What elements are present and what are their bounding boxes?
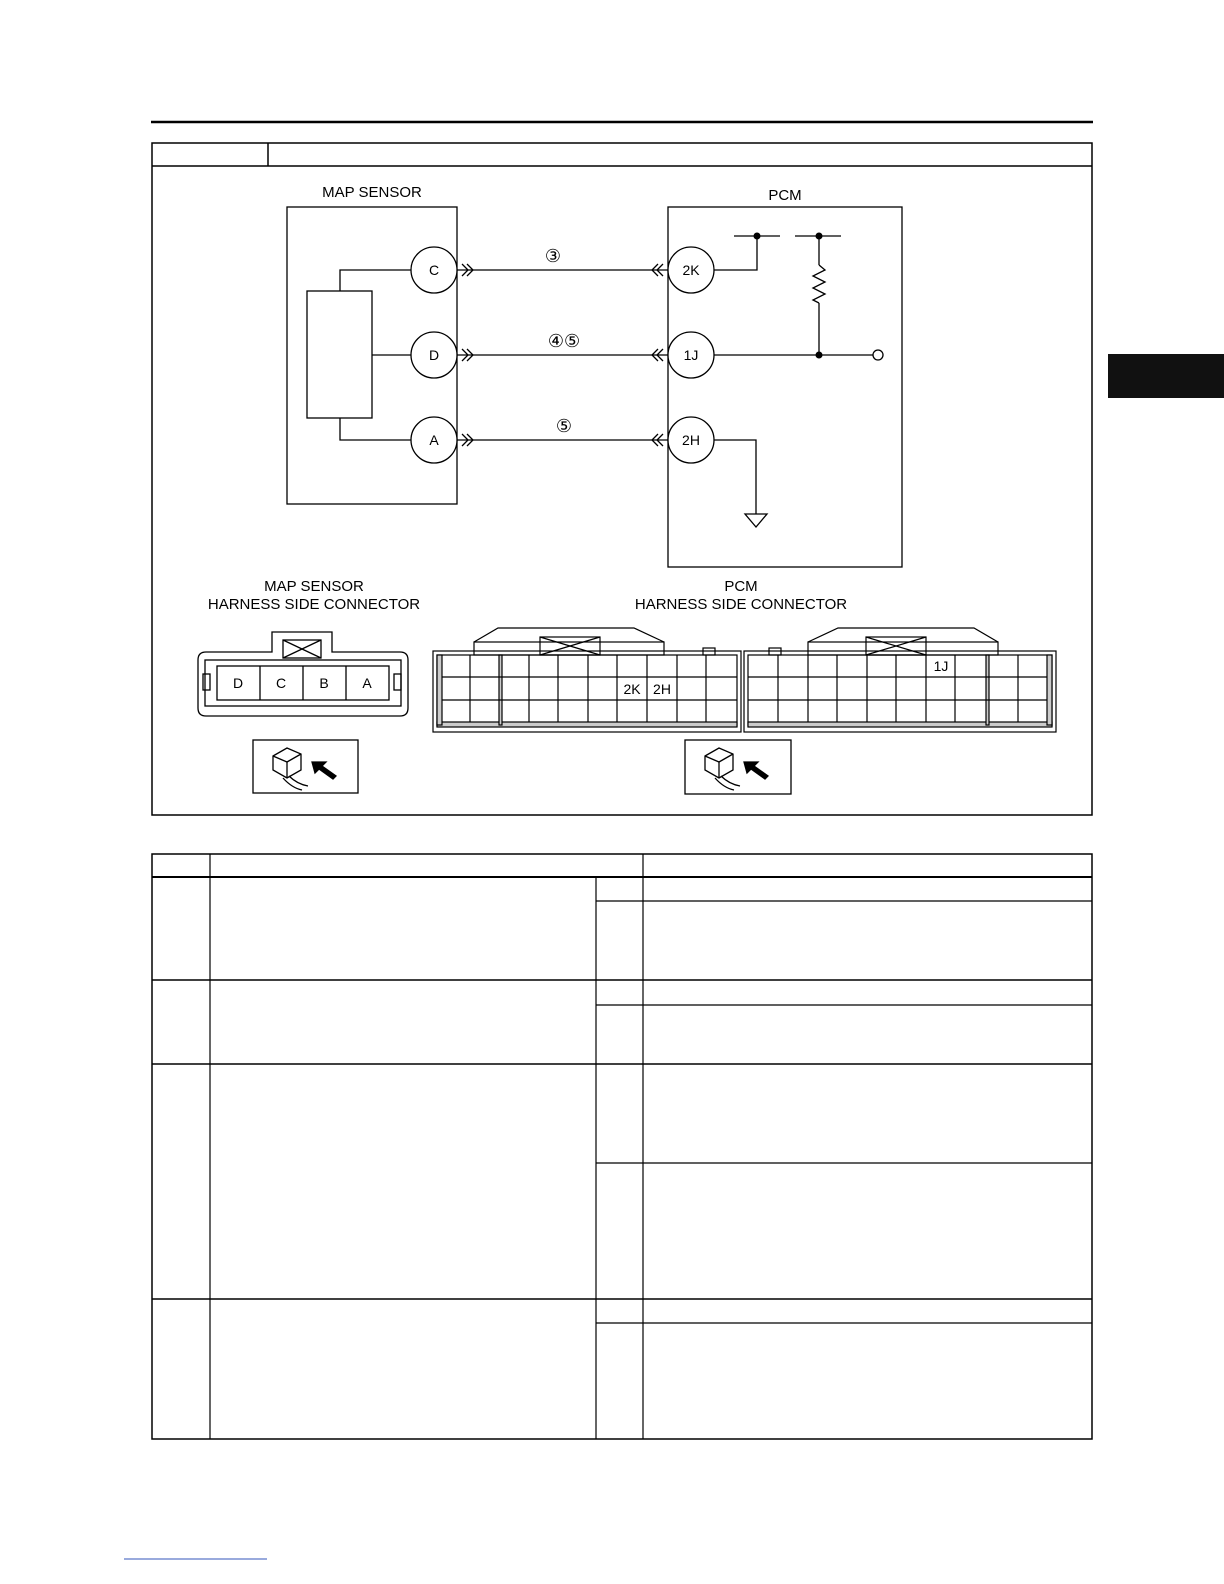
terminal-d-label: D [428,347,440,363]
pull-up-resistor [813,265,825,303]
pcm-cavity-2k: 2K [623,681,641,697]
pcm-connector-title-2: HARNESS SIDE CONNECTOR [634,596,848,613]
view-direction-icon [685,740,791,794]
map-cavity-b: B [319,675,329,691]
wire-d-step-mark: ④⑤ [547,331,581,351]
terminal-2h-label: 2H [682,432,700,448]
map-connector-title-1: MAP SENSOR [264,578,364,595]
junction-dots [754,233,823,359]
map-cavity-c: C [275,675,287,691]
wiring-diagram [287,207,902,567]
terminal-1j-label: 1J [683,347,699,363]
pcm-title: PCM [768,187,802,204]
wire-c-step-mark: ③ [544,246,562,266]
map-harness-connector [198,632,408,716]
map-cavity-a: A [362,675,372,691]
map-cavity-d: D [232,675,244,691]
map-sensor-title: MAP SENSOR [322,184,422,201]
pcm-harness-connector [433,628,1056,732]
ground-symbol [745,514,767,527]
map-sensor-element [307,291,372,418]
view-direction-icon [253,740,358,793]
terminal-2k-label: 2K [682,262,700,278]
wire-a-step-mark: ⑤ [555,416,573,436]
terminal-c-label: C [428,262,440,278]
signal-open-terminal [873,350,883,360]
map-connector-title-2: HARNESS SIDE CONNECTOR [207,596,421,613]
procedure-table [152,854,1092,1439]
pcm-connector-title-1: PCM [724,578,758,595]
pcm-cavity-1j: 1J [933,658,949,674]
section-tab [1108,354,1224,398]
pcm-cavity-2h: 2H [653,681,671,697]
terminal-a-label: A [429,432,439,448]
